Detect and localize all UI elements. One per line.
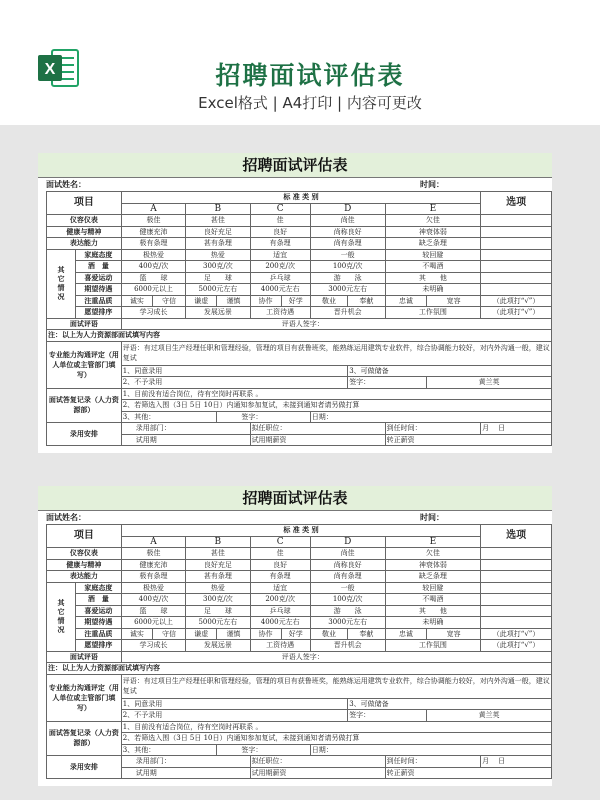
grade-a: A — [121, 203, 185, 215]
hire-label: 录用安排 — [47, 423, 122, 446]
table-row — [47, 423, 552, 435]
banner-subtitle: Excel格式 | A4打印 | 内容可更改 — [198, 94, 422, 112]
choice-cell[interactable] — [481, 571, 552, 583]
option-1[interactable]: 1、同意录用 — [121, 365, 347, 377]
choice-cell[interactable] — [481, 238, 552, 250]
record-2[interactable]: 2、若筛选入围（3日 5日 10日）内通知参加复试，未接到通知者请另做打算 — [121, 400, 551, 412]
evaluation-table — [46, 524, 552, 779]
quality-note: （此项打“√”） — [481, 295, 552, 307]
note-text: 注：以上为人力资源部面试填写内容 — [47, 330, 552, 342]
grade-e: E — [385, 203, 481, 215]
table-row: 喜爱运动 篮 球 足 球 乒乓球 游 泳 其 他 — [47, 272, 552, 284]
grade-c: C — [250, 203, 310, 215]
banner — [0, 0, 600, 125]
comment-text: 评语：有过项目生产经理任职和管理经验，管理的项目有获鲁班奖，能熟练运用建筑专业软件，综合协调能力较好，对内外沟通一般，建议复试 — [121, 341, 551, 365]
name-label: 面试姓名： — [46, 512, 86, 522]
choice-cell[interactable] — [481, 215, 552, 227]
other-label-cell — [47, 249, 76, 318]
sheet-title: 招聘面试评估表 — [38, 486, 552, 511]
table-row: 仪容仪表 极佳 甚佳 佳 尚佳 欠佳 — [47, 215, 552, 227]
table-row: 期望待遇 6000元以上 5000元左右 4000元左右 3000元左右 未明确 — [47, 617, 552, 629]
banner-title: 招聘面试评估表 — [215, 61, 405, 90]
choice-cell[interactable] — [481, 261, 552, 273]
record-1[interactable]: 1、目前没有适合岗位，待有空岗时再联系 。 — [121, 721, 551, 733]
table-row: 面试评语 评语人签字： — [47, 318, 552, 330]
record-3[interactable]: 3、其他： — [121, 744, 217, 756]
pro-eval-label: 专业能力沟通评定（用人单位或主管部门填写） — [47, 341, 122, 388]
record-sign: 签字： — [217, 411, 310, 423]
sign-name: 黄兰英 — [427, 377, 552, 389]
table-row: 表达能力 极有条理 甚有条理 有条理 尚有条理 缺乏条理 — [47, 571, 552, 583]
time-label: 时间： — [420, 179, 444, 189]
option-2[interactable]: 2、不予录用 — [121, 377, 347, 389]
table-row: 注重品质 诚实 守信 谦虚 谨慎 协作 好学 敬业 奉献 忠诚 宽容 （此项打“√”） — [47, 295, 552, 307]
table-row — [47, 400, 552, 412]
pro-eval-label: 专业能力沟通评定（用人单位或主管部门填写） — [47, 674, 122, 721]
hire-pos: 拟任职位： — [250, 423, 385, 435]
other-label: 其 它 情 况 — [57, 598, 65, 634]
table-row — [47, 674, 552, 698]
wish-note: （此项打“√”） — [481, 640, 552, 652]
item-header: 项目 — [47, 525, 122, 548]
option-1[interactable]: 1、同意录用 — [121, 698, 347, 710]
choice-header: 选项 — [481, 525, 552, 548]
hire-date: 到任时间： — [385, 423, 481, 435]
table-row — [47, 663, 552, 675]
wish-note: （此项打“√”） — [481, 307, 552, 319]
grade-b: B — [186, 536, 250, 548]
sign-label: 签字： — [348, 377, 427, 389]
table-row: 其 它 情 况 家庭态度 极热爱 热爱 适宜 一般 较回避 — [47, 582, 552, 594]
choice-cell[interactable] — [481, 548, 552, 560]
table-row: 愿望排序 学习成长 发展远景 工资待遇 晋升机会 工作氛围 （此项打“√”） — [47, 307, 552, 319]
table-row — [47, 756, 552, 768]
table-row — [47, 365, 552, 377]
std-header: 标 准 类 别 — [121, 192, 480, 204]
hire-label: 录用安排 — [47, 756, 122, 779]
excel-icon — [34, 44, 82, 92]
record-1[interactable]: 1、目前没有适合岗位，待有空岗时再联系 。 — [121, 388, 551, 400]
option-2[interactable]: 2、不予录用 — [121, 710, 347, 722]
choice-cell[interactable] — [481, 284, 552, 296]
table-row: 健康与精神 健康充沛 良好充足 良好 尚称良好 神衰体弱 — [47, 559, 552, 571]
meta-row — [38, 511, 552, 524]
grade-d: D — [310, 536, 385, 548]
hire-month-day: 月 日 — [481, 423, 552, 435]
evaluation-table — [46, 191, 552, 446]
table-row: 喜爱运动 篮 球 足 球 乒乓球 游 泳 其 他 — [47, 605, 552, 617]
svg-text:X: X — [44, 61, 56, 78]
table-row: 愿望排序 学习成长 发展远景 工资待遇 晋升机会 工作氛围 （此项打“√”） — [47, 640, 552, 652]
choice-header: 选项 — [481, 192, 552, 215]
table-row: 试用期 试用期薪资 转正薪资 — [47, 434, 552, 446]
table-row: 面试评语 评语人签字： — [47, 651, 552, 663]
sheet-preview-2 — [38, 486, 552, 786]
item-header: 项目 — [47, 192, 122, 215]
table-row — [47, 710, 552, 722]
grade-e: E — [385, 536, 481, 548]
choice-cell[interactable] — [481, 272, 552, 284]
hire-dept: 录用部门： — [121, 423, 250, 435]
table-row: 注重品质 诚实 守信 谦虚 谨慎 协作 好学 敬业 奉献 忠诚 宽容 （此项打“√”） — [47, 628, 552, 640]
hire-pos: 拟任职位： — [250, 756, 385, 768]
table-row — [47, 377, 552, 389]
record-label: 面试答复记录（人力资源部） — [47, 721, 122, 756]
table-row — [47, 698, 552, 710]
table-row: 期望待遇 6000元以上 5000元左右 4000元左右 3000元左右 未明确 — [47, 284, 552, 296]
note-text: 注：以上为人力资源部面试填写内容 — [47, 663, 552, 675]
record-3[interactable]: 3、其他： — [121, 411, 217, 423]
sheet-preview-1 — [38, 153, 552, 453]
record-sign: 签字： — [217, 744, 310, 756]
table-row — [47, 330, 552, 342]
table-row — [47, 721, 552, 733]
table-row: 仪容仪表 极佳 甚佳 佳 尚佳 欠佳 — [47, 548, 552, 560]
hire-month-day: 月 日 — [481, 756, 552, 768]
hire-date: 到任时间： — [385, 756, 481, 768]
record-date: 日期： — [310, 411, 551, 423]
sign-name: 黄兰英 — [427, 710, 552, 722]
time-label: 时间： — [420, 512, 444, 522]
choice-cell[interactable] — [481, 226, 552, 238]
table-row: 表达能力 极有条理 甚有条理 有条理 尚有条理 缺乏条理 — [47, 238, 552, 250]
other-label-cell — [47, 582, 76, 651]
option-3[interactable]: 3、可做储备 — [348, 698, 552, 710]
choice-cell[interactable] — [481, 605, 552, 617]
option-3[interactable]: 3、可做储备 — [348, 365, 552, 377]
quality-note: （此项打“√”） — [481, 628, 552, 640]
choice-cell[interactable] — [481, 559, 552, 571]
table-row — [47, 744, 552, 756]
table-row: 酒 量 400克/次 300克/次 200克/次 100克/次 不喝酒 — [47, 594, 552, 606]
table-row: 其 它 情 况 家庭态度 极热爱 热爱 适宜 一般 较回避 — [47, 249, 552, 261]
hire-dept: 录用部门： — [121, 756, 250, 768]
grade-c: C — [250, 536, 310, 548]
choice-cell[interactable] — [481, 617, 552, 629]
sign-label: 签字： — [348, 710, 427, 722]
record-date: 日期： — [310, 744, 551, 756]
table-row — [47, 733, 552, 745]
grade-b: B — [186, 203, 250, 215]
table-row: 健康与精神 健康充沛 良好充足 良好 尚称良好 神衰体弱 — [47, 226, 552, 238]
table-row — [47, 388, 552, 400]
table-row — [47, 341, 552, 365]
choice-cell[interactable] — [481, 594, 552, 606]
table-row: 试用期 试用期薪资 转正薪资 — [47, 767, 552, 779]
record-2[interactable]: 2、若筛选入围（3日 5日 10日）内通知参加复试，未接到通知者请另做打算 — [121, 733, 551, 745]
table-row: 酒 量 400克/次 300克/次 200克/次 100克/次 不喝酒 — [47, 261, 552, 273]
other-label: 其 它 情 况 — [57, 265, 65, 301]
record-label: 面试答复记录（人力资源部） — [47, 388, 122, 423]
grade-d: D — [310, 203, 385, 215]
grade-a: A — [121, 536, 185, 548]
choice-cell[interactable] — [481, 249, 552, 261]
name-label: 面试姓名： — [46, 179, 86, 189]
std-header: 标 准 类 别 — [121, 525, 480, 537]
choice-cell[interactable] — [481, 582, 552, 594]
meta-row — [38, 178, 552, 191]
comment-text: 评语：有过项目生产经理任职和管理经验，管理的项目有获鲁班奖，能熟练运用建筑专业软件，综合协调能力较好，对内外沟通一般，建议复试 — [121, 674, 551, 698]
table-row — [47, 411, 552, 423]
sheet-title: 招聘面试评估表 — [38, 153, 552, 178]
